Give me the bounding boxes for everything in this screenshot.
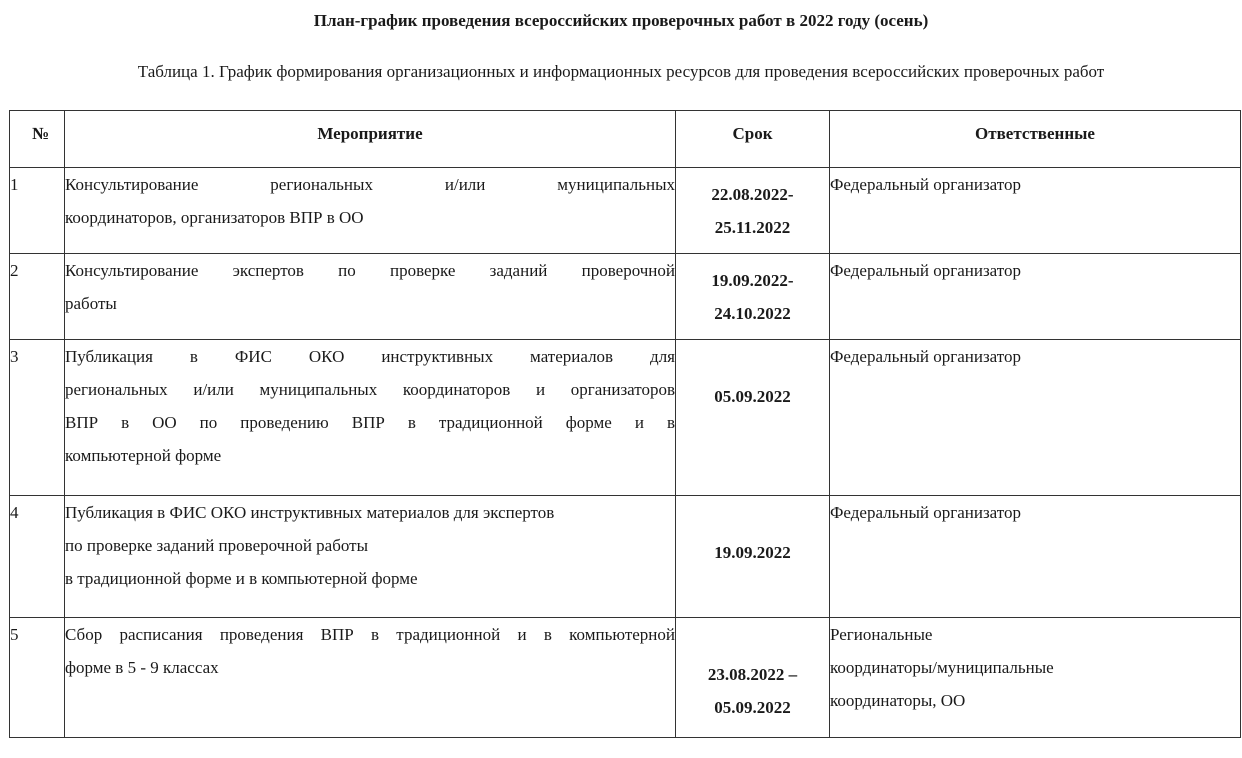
activity-line: региональных и/или муниципальных координаторов и организаторов (65, 380, 675, 399)
responsible-line: Федеральный организатор (830, 347, 1021, 366)
row-activity (65, 618, 676, 738)
header-num: № (10, 111, 65, 168)
deadline-line: 19.09.2022- (711, 271, 794, 290)
responsible-line: Региональные (830, 625, 933, 644)
row-activity (65, 168, 676, 254)
activity-line: координаторов, организаторов ВПР в ОО (65, 208, 364, 227)
table-caption: Таблица 1. График формирования организационных и информационных ресурсов для проведения всероссийских проверочных работ (137, 62, 1105, 81)
activity-line: Консультирование региональных и/или муниципальных (65, 175, 675, 194)
activity-line: ВПР в ОО по проведению ВПР в традиционной форме и в (65, 413, 675, 432)
row-deadline (676, 168, 830, 254)
deadline-line: 19.09.2022 (714, 543, 791, 562)
row-num: 1 (10, 168, 65, 254)
row-responsible (830, 496, 1241, 618)
row-num: 3 (10, 340, 65, 496)
activity-line: Сбор расписания проведения ВПР в традиционной и в компьютерной (65, 625, 675, 644)
activity-line: Публикация в ФИС ОКО инструктивных материалов для (65, 347, 675, 366)
page-title: План-график проведения всероссийских проверочных работ в 2022 году (осень) (313, 11, 929, 30)
activity-line: работы (65, 294, 117, 313)
table-row (10, 254, 1241, 340)
row-responsible (830, 618, 1241, 738)
row-deadline (676, 254, 830, 340)
deadline-line: 22.08.2022- (711, 185, 794, 204)
deadline-line: 25.11.2022 (714, 218, 791, 237)
row-num: 2 (10, 254, 65, 340)
table-row (10, 340, 1241, 496)
activity-line: Публикация в ФИС ОКО инструктивных материалов для экспертов (65, 503, 555, 522)
responsible-line: координаторы/муниципальные (830, 658, 1054, 677)
activity-line: компьютерной форме (65, 446, 222, 465)
row-responsible (830, 340, 1241, 496)
activity-line: по проверке заданий проверочной работы (65, 536, 368, 555)
row-num: 4 (10, 496, 65, 618)
activity-line: в традиционной форме и в компьютерной форме (65, 569, 418, 588)
row-activity (65, 254, 676, 340)
header-deadline: Срок (676, 111, 830, 168)
activity-line: Консультирование экспертов по проверке заданий проверочной (65, 261, 675, 280)
row-activity (65, 496, 676, 618)
header-activity: Мероприятие (65, 111, 676, 168)
header-responsible: Ответственные (830, 111, 1241, 168)
schedule-table (9, 110, 1241, 738)
row-deadline (676, 618, 830, 738)
row-deadline (676, 496, 830, 618)
responsible-line: Федеральный организатор (830, 261, 1021, 280)
deadline-line: 23.08.2022 – (707, 665, 798, 684)
responsible-line: Федеральный организатор (830, 503, 1021, 522)
row-activity (65, 340, 676, 496)
responsible-line: координаторы, ОО (830, 691, 966, 710)
row-responsible (830, 168, 1241, 254)
deadline-line: 05.09.2022 (714, 387, 791, 406)
row-deadline (676, 340, 830, 496)
table-row (10, 168, 1241, 254)
row-responsible (830, 254, 1241, 340)
responsible-line: Федеральный организатор (830, 175, 1021, 194)
table-row (10, 618, 1241, 738)
table-header-row (10, 111, 1241, 168)
table-row (10, 496, 1241, 618)
deadline-line: 05.09.2022 (714, 698, 791, 717)
deadline-line: 24.10.2022 (714, 304, 791, 323)
row-num: 5 (10, 618, 65, 738)
activity-line: форме в 5 - 9 классах (65, 658, 219, 677)
